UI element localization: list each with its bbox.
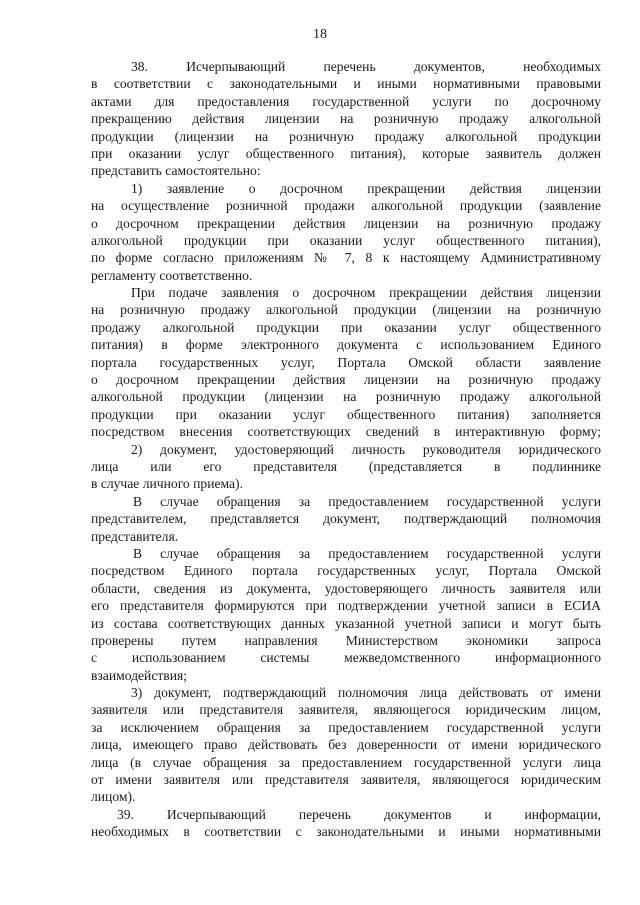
page-number: 18 [313, 27, 327, 42]
text-line: в случае личного приема). [91, 476, 243, 492]
text-line: лица или его представителя (представляется в подлиннике [91, 458, 601, 474]
text-line: на осуществление розничной продажи алкогольной продукции (заявление [91, 198, 601, 214]
text-line: посредством внесения соответствующих сведений в интерактивную форму; [91, 424, 601, 440]
text-line: области, сведения из документа, удостоверяющего личность заявителя или [91, 580, 601, 596]
text-line: представить самостоятельно: [91, 163, 261, 179]
text-line: взаимодействия; [91, 667, 188, 683]
text-line: лица (в случае обращения за предоставлением государственной услуги лица [91, 754, 601, 770]
text-line: о досрочном прекращении действия лицензии на розничную продажу [91, 215, 601, 231]
text-line: 39. Исчерпывающий перечень документов и информации, [117, 806, 601, 822]
text-line: алкогольной продукции (лицензии на розничную продажу алкогольной [91, 389, 601, 405]
text-line: прекращению действия лицензии на розничную продажу алкогольной [91, 111, 601, 127]
text-line: актами для предоставления государственной услуги по досрочному [91, 93, 601, 109]
text-line: 3) документ, подтверждающий полномочия лица действовать от имени [131, 685, 601, 701]
text-line: представителем, представляется документ, подтверждающий полномочия [91, 511, 601, 527]
text-line: проверены путем направления Министерством экономики запроса [91, 632, 601, 648]
text-line: о досрочном прекращении действия лицензии на розничную продажу [91, 372, 601, 388]
text-line: на розничную продажу алкогольной продукции (лицензии на розничную [91, 302, 601, 318]
text-line: с использованием системы межведомственного информационного [91, 650, 601, 666]
text-line: продукции (лицензии на розничную продажу алкогольной продукции [91, 128, 601, 144]
text-line: необходимых в соответствии с законодательными и иными нормативными [91, 824, 601, 840]
text-line: алкогольной продукции при оказании услуг общественного питания), [91, 232, 601, 248]
text-line: При подаче заявления о досрочном прекращении действия лицензии [131, 285, 601, 301]
text-line: лицом). [91, 789, 136, 805]
text-line: 1) заявление о досрочном прекращении действия лицензии [131, 180, 601, 196]
text-line: В случае обращения за предоставлением государственной услуги [133, 545, 601, 561]
text-line: при оказании услуг общественного питания), которые заявитель должен [91, 145, 601, 161]
text-line: из состава соответствующих данных указанной учетной записи и могут быть [91, 615, 601, 631]
document-body [91, 58, 601, 841]
text-line: его представителя формируются при подтверждении учетной записи в ЕСИА [91, 598, 601, 614]
text-line: посредством Единого портала государственных услуг, Портала Омской [91, 563, 601, 579]
text-line: лица, имеющего право действовать без доверенности от имени юридического [91, 737, 601, 753]
text-line: от имени заявителя или представителя заявителя, являющегося юридическим [91, 772, 601, 788]
text-line: продажу алкогольной продукции при оказании услуг общественного [91, 319, 601, 335]
text-line: за исключением обращения за предоставлением государственной услуги [91, 719, 601, 735]
text-line: 38. Исчерпывающий перечень документов, необходимых [131, 59, 601, 74]
text-line: в соответствии с законодательными и иными нормативными правовыми [91, 76, 601, 92]
text-line: заявителя или представителя заявителя, являющегося юридическим лицом, [91, 702, 601, 718]
text-line: представителя. [91, 528, 179, 544]
text-line: продукции при оказании услуг общественного питания) заполняется [91, 406, 601, 422]
text-line: по форме согласно приложениям № 7, 8 к настоящему Административному [91, 250, 601, 266]
text-line: питания) в форме электронного документа с использованием Единого [91, 337, 601, 353]
text-line: 2) документ, удостоверяющий личность руководителя юридического [131, 441, 601, 457]
text-line: регламенту соответственно. [91, 267, 253, 283]
text-line: В случае обращения за предоставлением государственной услуги [133, 493, 601, 509]
text-line: портала государственных услуг, Портала Омской области заявление [91, 354, 601, 370]
